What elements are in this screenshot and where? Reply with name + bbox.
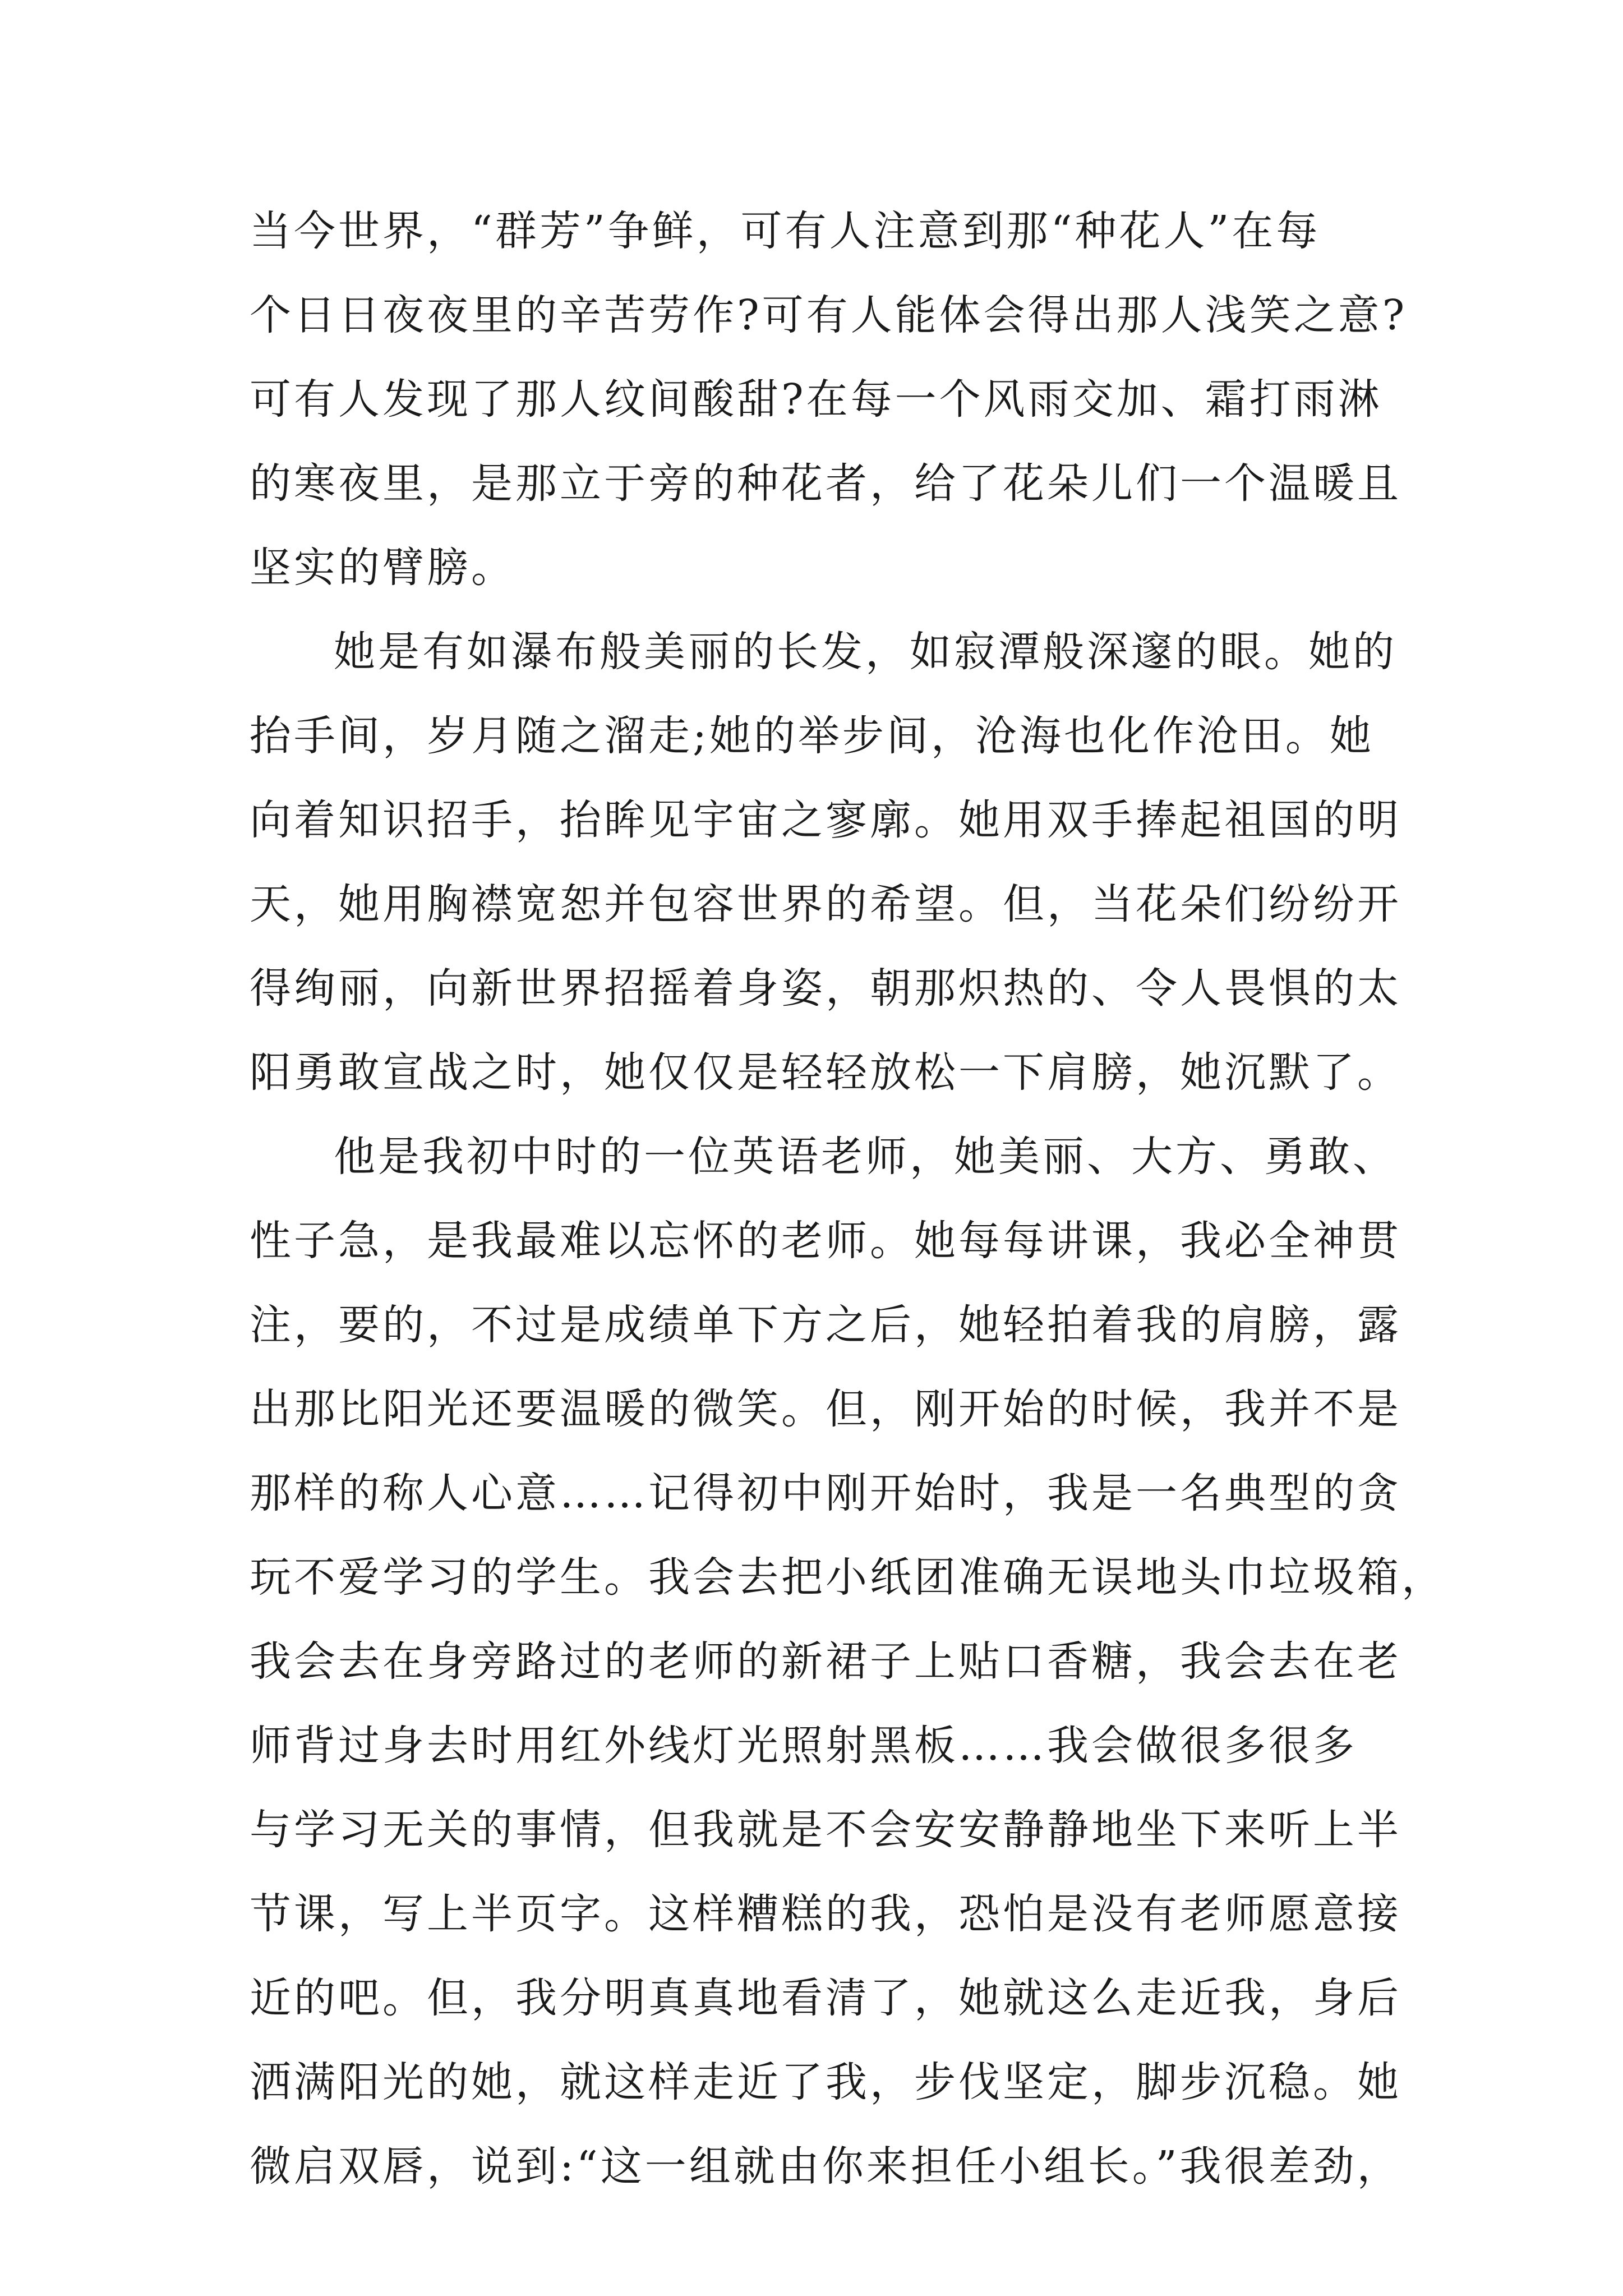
text-line: 阳勇敢宣战之时，她仅仅是轻轻放松一下肩膀，她沉默了。: [250, 1048, 1401, 1097]
text-line: 近的吧。但，我分明真真地看清了，她就这么走近我，身后: [250, 1974, 1401, 2022]
text-line: 得绚丽，向新世界招摇着身姿，朝那炽热的、令人畏惧的太: [250, 964, 1401, 1013]
text-line: 洒满阳光的她，就这样走近了我，步伐坚定，脚步沉稳。她: [250, 2058, 1401, 2106]
paragraph-first-line: 她是有如瀑布般美丽的长发，如寂潭般深邃的眼。她的: [334, 628, 1397, 676]
paragraph-first-line: 他是我初中时的一位英语老师，她美丽、大方、勇敢、: [334, 1133, 1397, 1181]
text-line: 个日日夜夜里的辛苦劳作?可有人能体会得出那人浅笑之意?: [250, 291, 1408, 339]
text-line: 出那比阳光还要温暖的微笑。但，刚开始的时候，我并不是: [250, 1385, 1401, 1433]
text-line: 抬手间，岁月随之溜走;她的举步间，沧海也化作沧田。她: [250, 712, 1374, 760]
text-line: 当今世界，“群芳”争鲜，可有人注意到那“种花人”在每: [250, 207, 1321, 255]
text-line: 向着知识招手，抬眸见宇宙之寥廓。她用双手捧起祖国的明: [250, 796, 1401, 844]
text-line: 节课，写上半页字。这样糟糕的我，恐怕是没有老师愿意接: [250, 1890, 1401, 1938]
text-line: 性子急，是我最难以忘怀的老师。她每每讲课，我必全神贯: [250, 1217, 1401, 1265]
text-line: 可有人发现了那人纹间酸甜?在每一个风雨交加、霜打雨淋: [250, 375, 1382, 424]
text-line: 的寒夜里，是那立于旁的种花者，给了花朵儿们一个温暖且: [250, 459, 1401, 508]
text-line: 那样的称人心意……记得初中刚开始时，我是一名典型的贪: [250, 1469, 1401, 1517]
text-line: 与学习无关的事情，但我就是不会安安静静地坐下来听上半: [250, 1806, 1401, 1854]
text-line: 我会去在身旁路过的老师的新裙子上贴口香糖，我会去在老: [250, 1637, 1401, 1686]
text-line: 玩不爱学习的学生。我会去把小纸团准确无误地头巾垃圾箱，: [250, 1553, 1446, 1602]
text-line: 坚实的臂膀。: [250, 544, 515, 592]
text-line: 天，她用胸襟宽恕并包容世界的希望。但，当花朵们纷纷开: [250, 880, 1401, 928]
text-line: 师背过身去时用红外线灯光照射黑板……我会做很多很多: [250, 1722, 1357, 1770]
text-line: 微启双唇，说到:“这一组就由你来担任小组长。”我很差劲，: [250, 2142, 1401, 2191]
text-line: 注，要的，不过是成绩单下方之后，她轻拍着我的肩膀，露: [250, 1301, 1401, 1349]
